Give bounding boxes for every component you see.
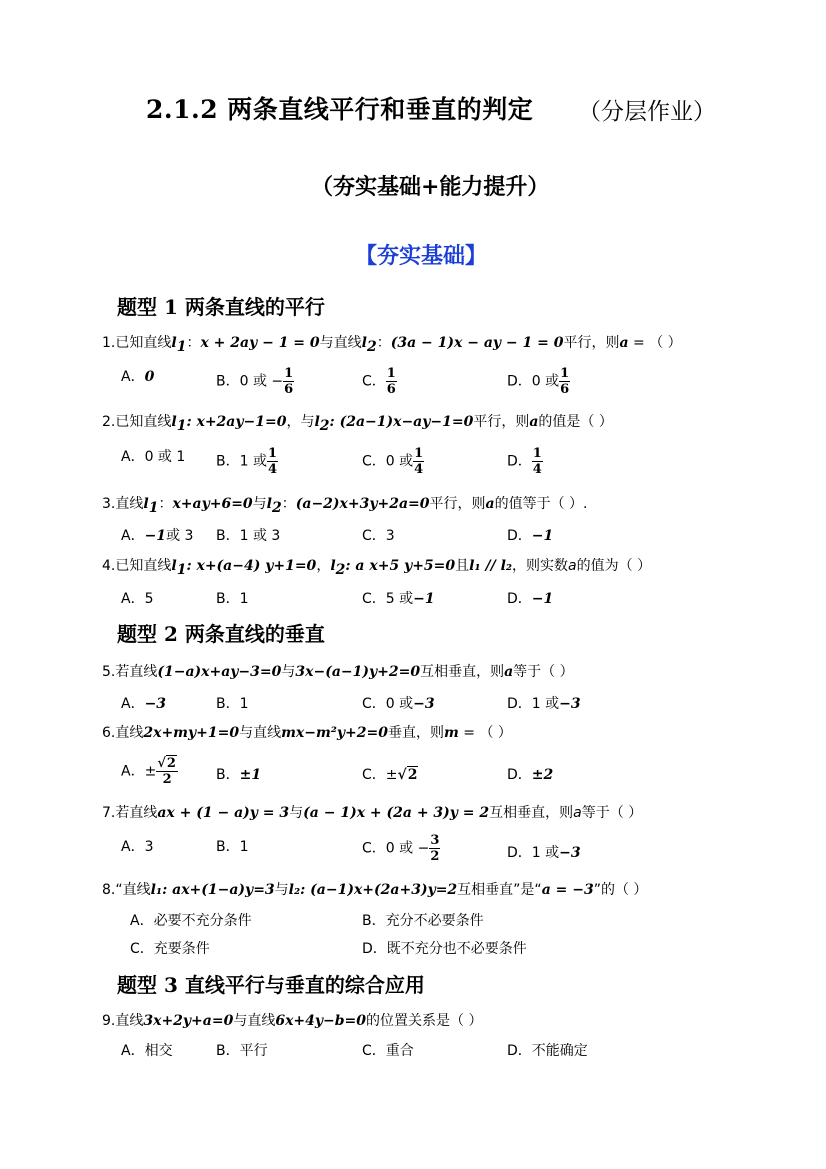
question-4: 4.已知直线$l_1$: x+(a−4) y+1=0，$l_2$: a x+5 y+5=0且l₁ // l₂，则实数a的值为（ ） xyxy=(102,558,652,578)
question-9: 9.直线3x+2y+a=0与直线6x+4y−b=0的位置关系是（ ） xyxy=(102,1013,483,1029)
q7-option-a: A．3 xyxy=(121,839,154,855)
q5-option-a: A．−3 xyxy=(121,696,167,712)
q4-option-a: A．5 xyxy=(121,591,154,607)
q6-option-b: B．±1 xyxy=(216,767,262,783)
q1-option-d: D．0 或 $\frac{1}{6}$ xyxy=(507,366,570,397)
q1-option-b: B．0 或 − $\frac{1}{6}$ xyxy=(216,366,294,397)
q8-option-b: B．充分不必要条件 xyxy=(362,913,484,929)
q9-option-c: C．重合 xyxy=(362,1043,414,1059)
q7-option-b: B．1 xyxy=(216,839,249,855)
q3-option-d: D．−1 xyxy=(507,528,554,544)
type-heading-1: 题型 1 两条直线的平行 xyxy=(117,295,325,319)
type-heading-3: 题型 3 直线平行与垂直的综合应用 xyxy=(117,973,425,997)
q9-option-d: D．不能确定 xyxy=(507,1043,588,1059)
page-subtitle: （夯实基础+能力提升） xyxy=(311,174,550,200)
question-7: 7.若直线ax + (1 − a)y = 3与(a − 1)x + (2a + 3)y = 2互相垂直，则a等于（ ） xyxy=(102,805,643,821)
q2-option-a: A．0 或 1 xyxy=(121,449,186,465)
q2-option-b: B．1 或 $\frac{1}{4}$ xyxy=(216,446,278,477)
q2-option-d: D． $\frac{1}{4}$ xyxy=(507,446,542,477)
q8-option-d: D．既不充分也不必要条件 xyxy=(362,941,527,957)
q1-option-a: A．0 xyxy=(121,369,155,385)
q5-option-b: B．1 xyxy=(216,696,249,712)
title-tag: （分层作业） xyxy=(578,99,716,125)
q8-option-a: A．必要不充分条件 xyxy=(130,913,252,929)
page-title: 2.1.2 两条直线平行和垂直的判定 xyxy=(146,95,534,124)
q9-option-b: B．平行 xyxy=(216,1043,268,1059)
type-heading-2: 题型 2 两条直线的垂直 xyxy=(117,622,325,646)
q3-option-b: B．1 或 3 xyxy=(216,528,281,544)
question-8: 8.“直线l₁: ax+(1−a)y=3与l₂: (a−1)x+(2a+3)y=2互相垂直”是“a = −3”的（ ） xyxy=(102,882,648,898)
q9-option-a: A．相交 xyxy=(121,1043,173,1059)
question-3: 3.直线$l_1$：x+ay+6=0与$l_2$：(a−2)x+3y+2a=0平行，则a的值等于（ ）. xyxy=(102,496,588,516)
section-heading: 【夯实基础】 xyxy=(355,243,488,269)
q4-option-d: D．−1 xyxy=(507,591,554,607)
q1-option-c: C． $\frac{1}{6}$ xyxy=(362,366,396,397)
q2-option-c: C．0 或 $\frac{1}{4}$ xyxy=(362,446,424,477)
q6-option-a: A．± $\frac{√2}{2}$ xyxy=(121,756,176,787)
question-6: 6.直线2x+my+1=0与直线mx−m²y+2=0垂直，则m = （ ） xyxy=(102,725,512,741)
q5-option-d: D．1 或−3 xyxy=(507,696,581,712)
q7-option-d: D．1 或−3 xyxy=(507,845,581,861)
q3-option-c: C．3 xyxy=(362,528,395,544)
q6-option-c: C．±√2 xyxy=(362,767,418,783)
q5-option-c: C．0 或−3 xyxy=(362,696,435,712)
q4-option-c: C．5 或−1 xyxy=(362,591,435,607)
question-2: 2.已知直线$l_1$: x+2ay−1=0，与$l_2$: (2a−1)x−ay−1=0平行，则a的值是（ ） xyxy=(102,414,613,434)
q7-option-c: C．0 或 − $\frac{3}{2}$ xyxy=(362,833,440,864)
q4-option-b: B．1 xyxy=(216,591,249,607)
q6-option-d: D．±2 xyxy=(507,767,554,783)
question-5: 5.若直线(1−a)x+ay−3=0与3x−(a−1)y+2=0互相垂直，则a等于（ ） xyxy=(102,664,574,680)
q3-option-a: A．−1或 3 xyxy=(121,528,194,544)
question-1: 1.已知直线$l_1$：x + 2ay − 1 = 0与直线$l_2$：(3a − 1)x − ay − 1 = 0平行，则a = （ ） xyxy=(102,335,682,355)
q8-option-c: C．充要条件 xyxy=(130,941,210,957)
